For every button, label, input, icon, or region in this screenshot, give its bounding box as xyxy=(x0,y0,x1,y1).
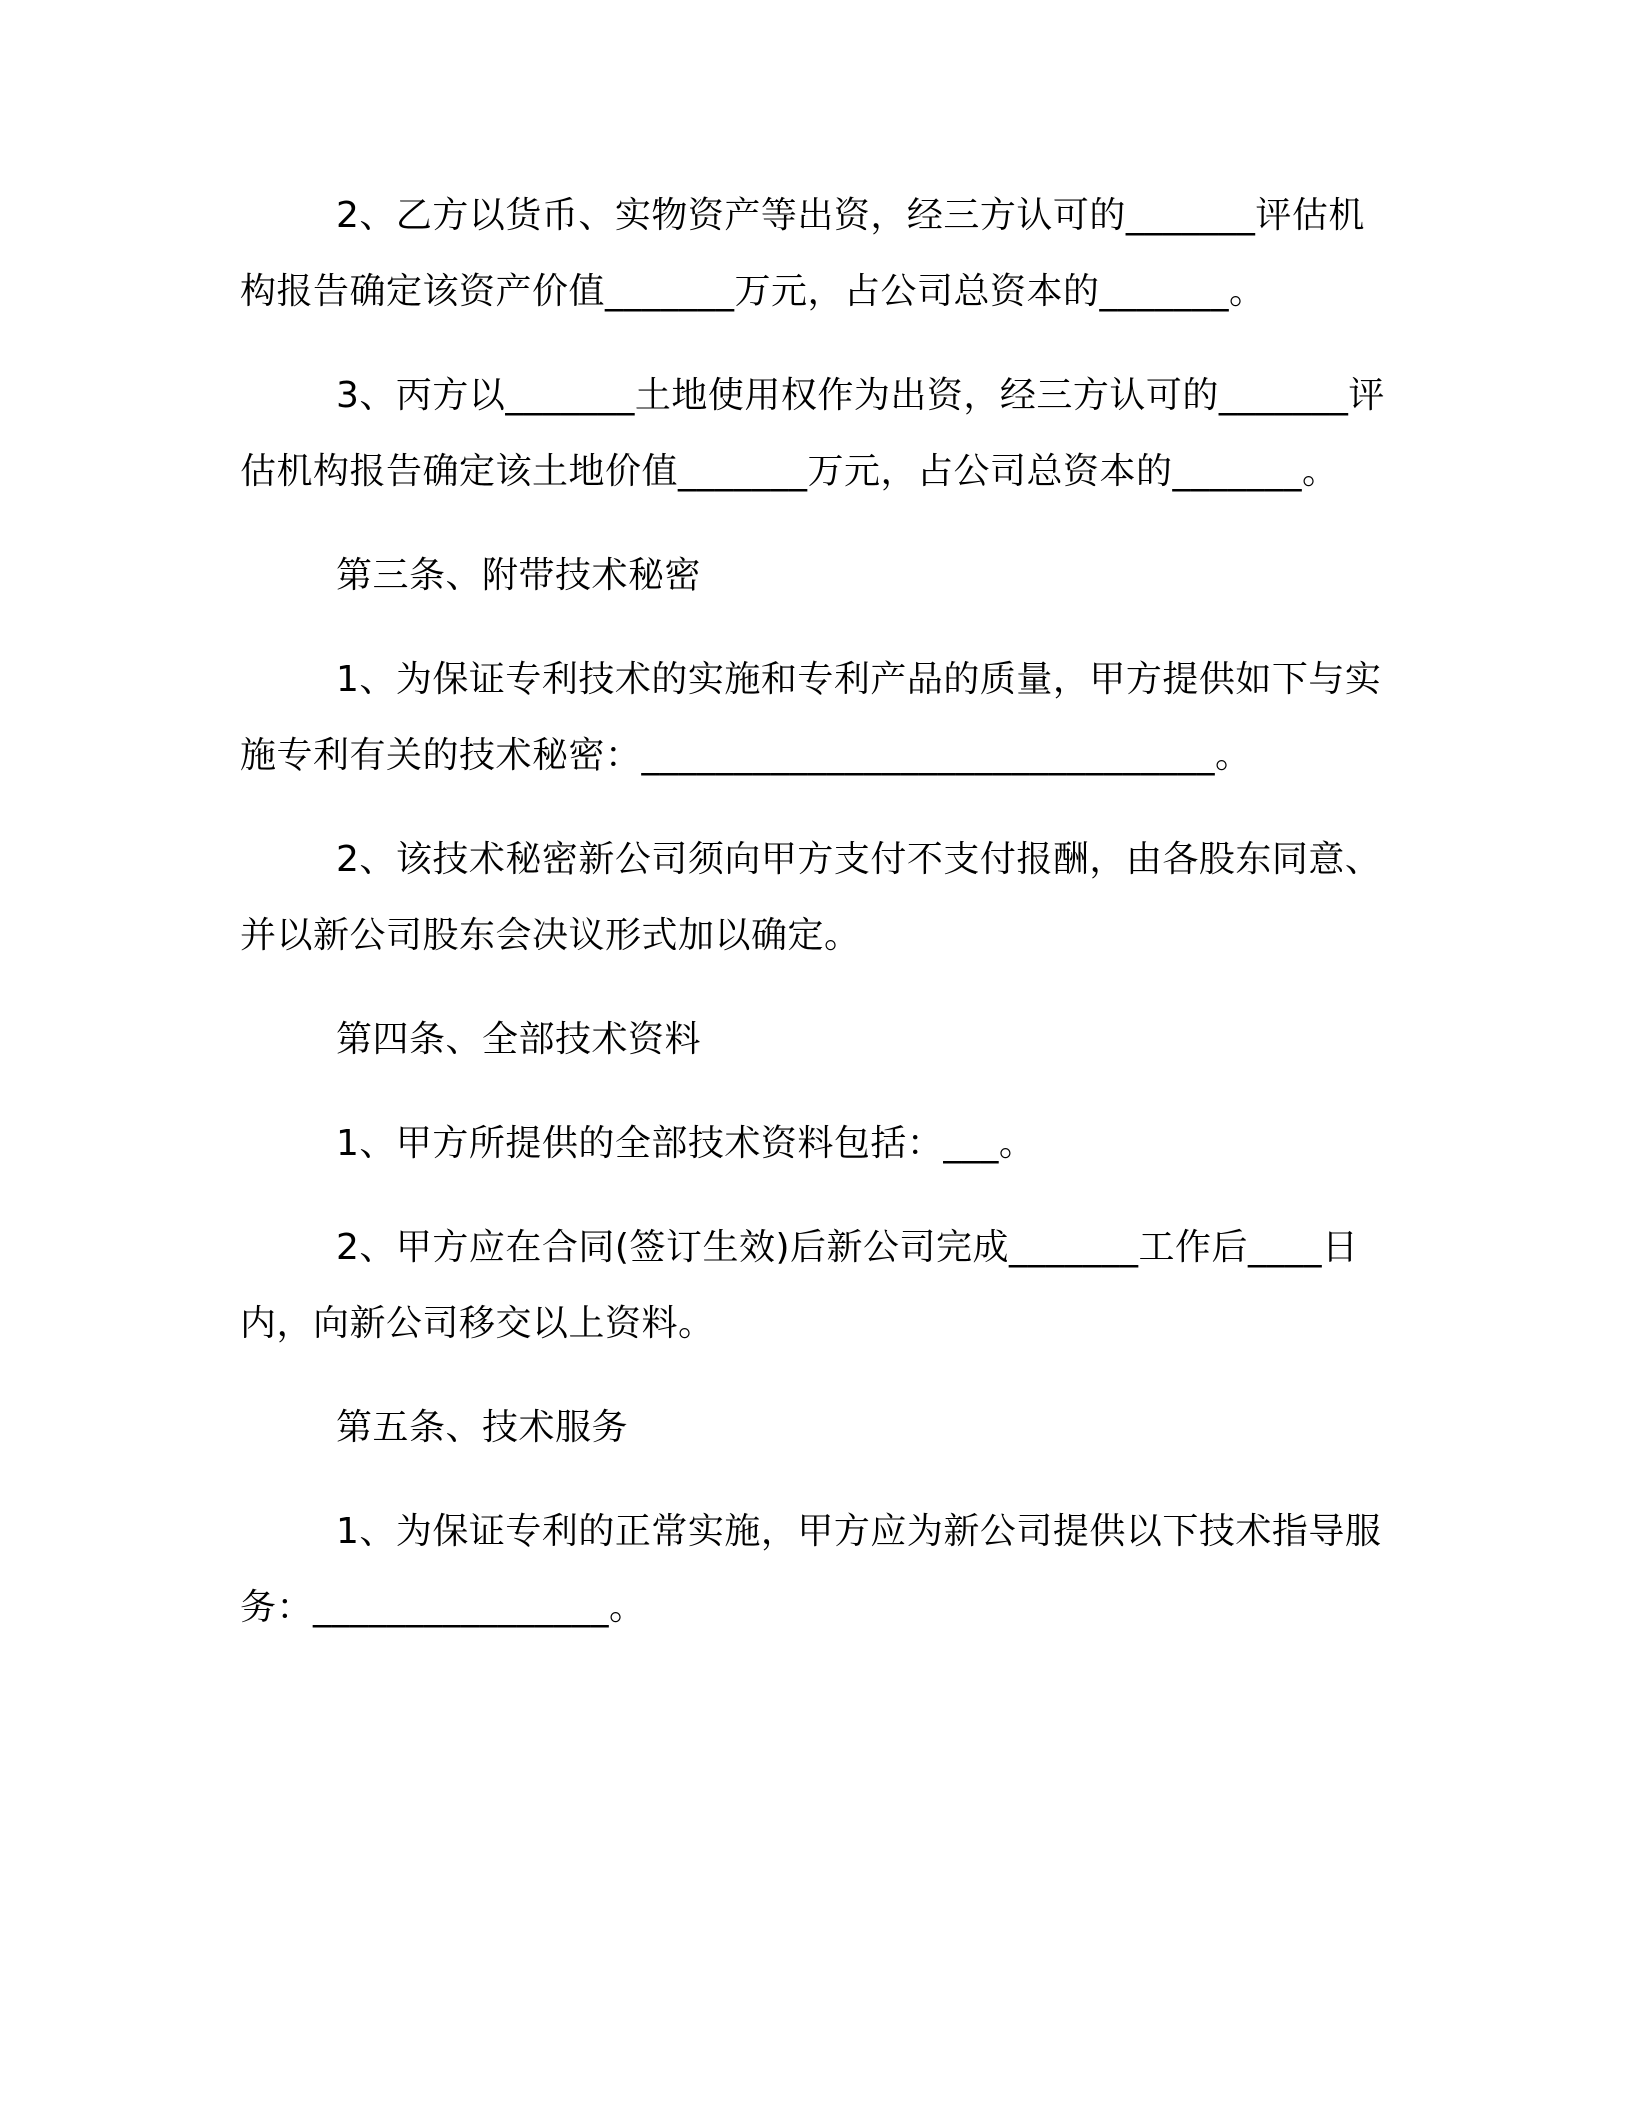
article-4-item-1: 1、甲方所提供的全部技术资料包括：___。 xyxy=(336,1123,1036,1164)
clause-3-paragraph: 3、丙方以_______土地使用权作为出资，经三方认可的_______评估机构报告确定该土地价值_______万元，占公司总资本的_______。 xyxy=(240,375,1385,492)
article-3-item-1: 1、为保证专利技术的实施和专利产品的质量，甲方提供如下与实施专利有关的技术秘密：_______________________________。 xyxy=(240,659,1382,776)
article-5-heading: 第五条、技术服务 xyxy=(336,1407,629,1448)
article-4-item-2: 2、甲方应在合同(签订生效)后新公司完成_______工作后____日内，向新公司移交以上资料。 xyxy=(240,1227,1359,1344)
article-3-heading: 第三条、附带技术秘密 xyxy=(336,555,702,596)
article-5-item-1: 1、为保证专利的正常实施，甲方应为新公司提供以下技术指导服务：________________。 xyxy=(240,1511,1382,1628)
clause-2-paragraph: 2、乙方以货币、实物资产等出资，经三方认可的_______评估机构报告确定该资产价值_______万元，占公司总资本的_______。 xyxy=(240,195,1365,312)
article-4-heading: 第四条、全部技术资料 xyxy=(336,1019,702,1060)
document-body xyxy=(240,178,1400,1674)
article-3-item-2: 2、该技术秘密新公司须向甲方支付不支付报酬，由各股东同意、并以新公司股东会决议形式加以确定。 xyxy=(240,839,1382,956)
